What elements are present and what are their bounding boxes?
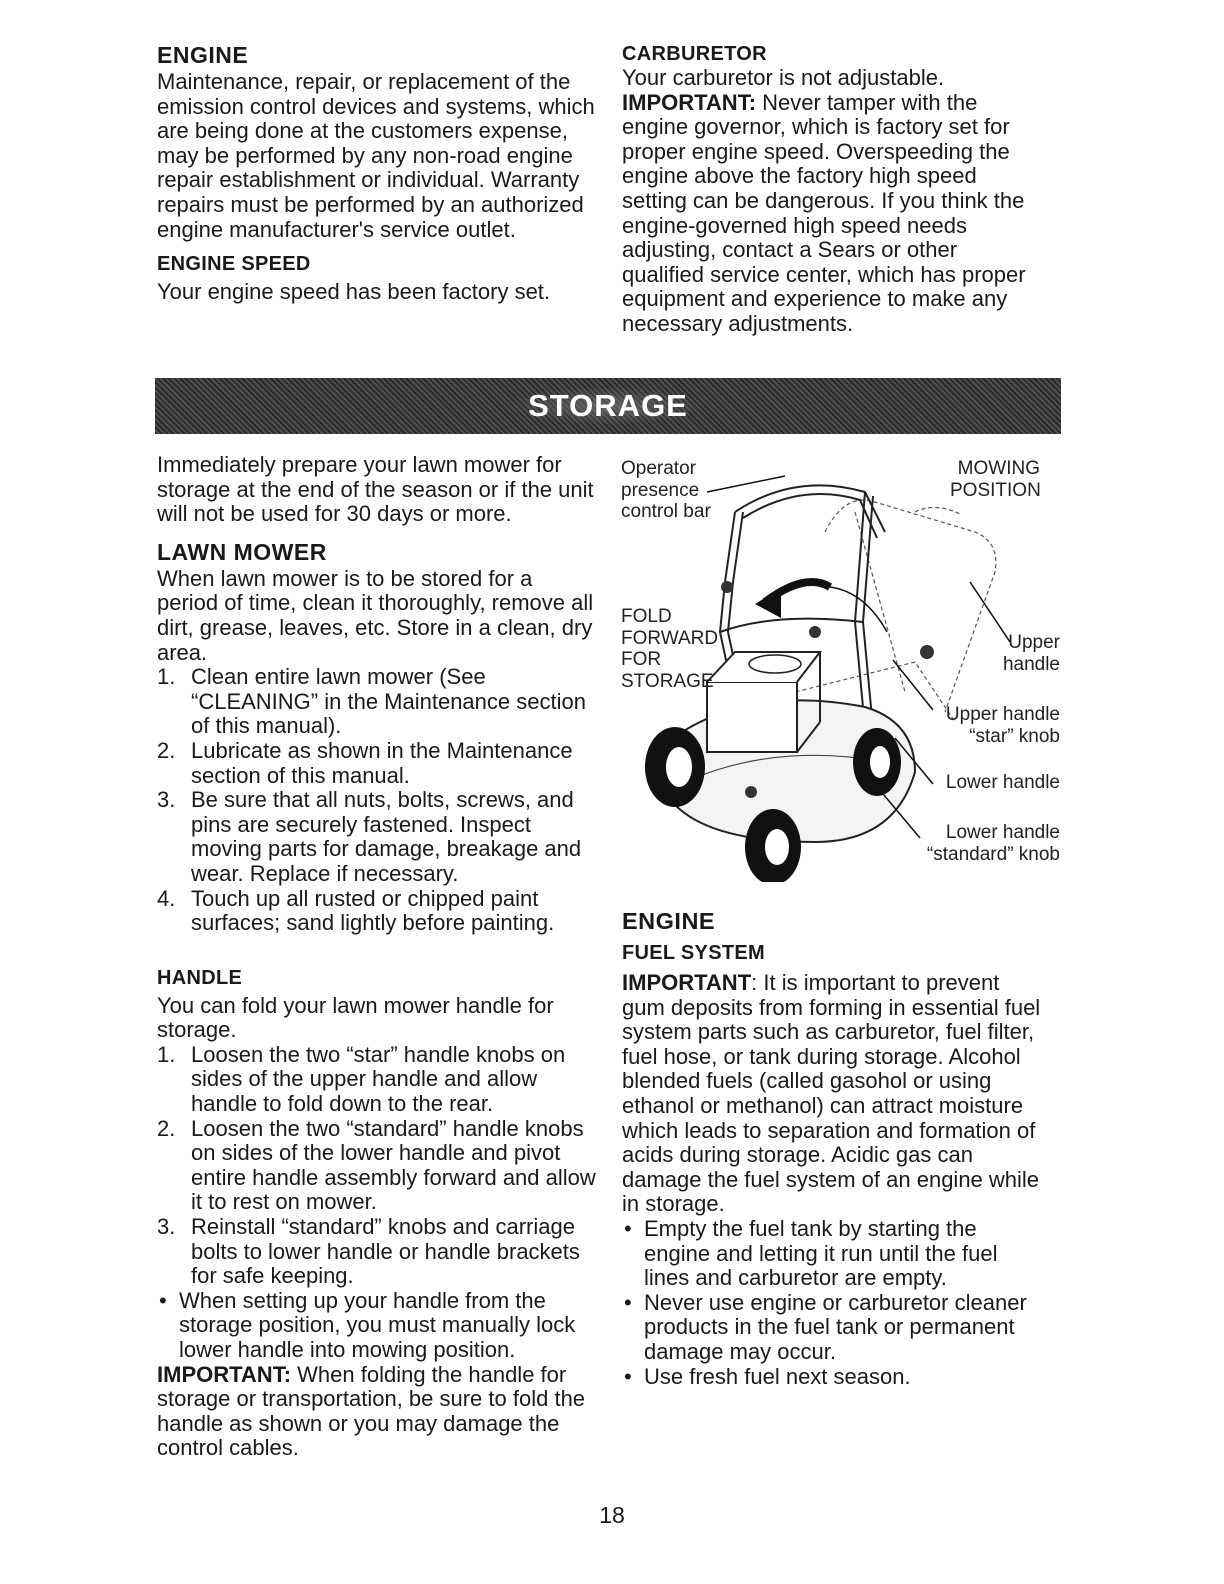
list-item: • Empty the fuel tank by starting the engine and letting it run until the fuel lines and carburetor are empty. [624, 1215, 998, 1291]
page-number: 18 [599, 1502, 625, 1528]
list-item: • Use fresh fuel next season. [624, 1363, 911, 1389]
lower-handle-label: Lower handle [945, 772, 1060, 793]
important-text: When folding the handle for storage or transportation, be sure to fold the handle as shown or you may damage the control cables. [157, 1361, 586, 1461]
handle-fold-diagram [615, 452, 1065, 882]
list-item: 1. Clean entire lawn mower (See “CLEANING” in the Maintenance section of this manual). [157, 664, 586, 739]
list-item: • When setting up your handle from the storage position, you must manually lock lower handle into mowing position. [159, 1287, 576, 1362]
storage-banner [155, 378, 1061, 434]
knob-icon [920, 645, 934, 659]
handle-intro: You can fold your lawn mower handle for storage. [157, 992, 554, 1043]
important-label: IMPORTANT: [622, 89, 757, 115]
important-label: IMPORTANT [622, 970, 752, 995]
engine-body: Maintenance, repair, or replacement of the emission control devices and systems, which are being done at the customers expense, may be performed by any non-road engine repair establishment or individual. Warranty repairs must be performed by an authorized engine manufacturer's service outlet. [157, 69, 595, 242]
list-item: • Never use engine or carburetor cleaner products in the fuel tank or permanent damage may occur. [624, 1289, 1027, 1364]
knob-icon [809, 626, 821, 638]
storage-intro: Immediately prepare your lawn mower for storage at the end of the season or if the unit will not be used for 30 days or more. [157, 452, 594, 527]
carburetor-section [622, 42, 1042, 337]
handle-important [157, 1363, 597, 1461]
wheel-icon [645, 727, 705, 807]
knob-icon [745, 786, 757, 798]
engine-heading: ENGINE [157, 42, 249, 68]
knob-icon [721, 581, 733, 593]
engine-speed-body: Your engine speed has been factory set. [157, 279, 551, 305]
handle-bullets [157, 1289, 597, 1363]
engine-speed-heading: ENGINE SPEED [157, 253, 311, 276]
fuel-system-bullets [622, 1217, 1042, 1389]
fuel-system-important [622, 971, 1042, 1217]
list-item: 3. Be sure that all nuts, bolts, screws, and pins are securely fastened. Inspect moving parts for damage, breakage and wear. Replace if necessary. [157, 787, 582, 886]
storage-left-column [157, 453, 597, 1461]
upper-handle-star-knob-label: Upper handle “star” knob [945, 704, 1060, 747]
fuel-system-heading: FUEL SYSTEM [622, 942, 765, 964]
upper-handle-label: Upper handle [1002, 632, 1060, 675]
operator-presence-label: Operator presence control bar [621, 458, 711, 522]
lawn-mower-heading: LAWN MOWER [157, 538, 327, 565]
carburetor-important [622, 91, 1042, 337]
lawn-mower-intro: When lawn mower is to be stored for a period of time, clean it thoroughly, remove all dirt, grease, leaves, etc. Store in a clean, dry area. [157, 565, 594, 665]
mowing-position-label: MOWING POSITION [950, 458, 1041, 501]
carburetor-line1: Your carburetor is not adjustable. [622, 65, 945, 90]
list-item: 4. Touch up all rusted or chipped paint surfaces; sand lightly before painting. [157, 885, 555, 936]
list-item: 3. Reinstall “standard” knobs and carriage bolts to lower handle or handle brackets for safe keeping. [157, 1214, 580, 1289]
lawn-mower-steps [157, 665, 597, 936]
important-label: IMPORTANT: [157, 1361, 292, 1387]
engine-storage-section [622, 907, 1042, 1389]
lower-handle-standard-knob-label: Lower handle “standard” knob [926, 822, 1060, 865]
engine-storage-heading: ENGINE [622, 908, 716, 934]
important-text: Never tamper with the engine governor, which is factory set for proper engine speed. Overspeeding the engine above the factory high speed setting can be dangerous. If you think the engine-governed high speed needs adjusting, contact a Sears or other qualified service center, which has proper equipment and experience to make any necessary adjustments. [622, 89, 1026, 336]
handle-steps [157, 1043, 597, 1289]
engine-section [157, 42, 597, 305]
list-item: 1. Loosen the two “star” handle knobs on sides of the upper handle and allow handle to fold down to the rear. [157, 1041, 566, 1117]
carburetor-heading: CARBURETOR [622, 43, 767, 65]
fold-forward-label: FOLD FORWARD FOR STORAGE [621, 606, 719, 692]
list-item: 2. Loosen the two “standard” handle knobs on sides of the lower handle and pivot entire handle assembly forward and allow it to rest on mower. [157, 1115, 596, 1215]
list-item: 2. Lubricate as shown in the Maintenance section of this manual. [157, 737, 573, 788]
wheel-icon [745, 809, 801, 882]
storage-banner-title: STORAGE [514, 388, 702, 424]
important-text: : It is important to prevent gum deposits from forming in essential fuel system parts such as carburetor, fuel filter, fuel hose, or tank during storage. Alcohol blended fuels (called gasohol or using ethanol or methanol) can attract moisture which leads to separation and formation of acids during storage. Acidic gas can damage the fuel system of an engine while in storage. [622, 970, 1041, 1217]
handle-heading: HANDLE [157, 966, 243, 989]
fold-arrow-icon [755, 588, 781, 618]
